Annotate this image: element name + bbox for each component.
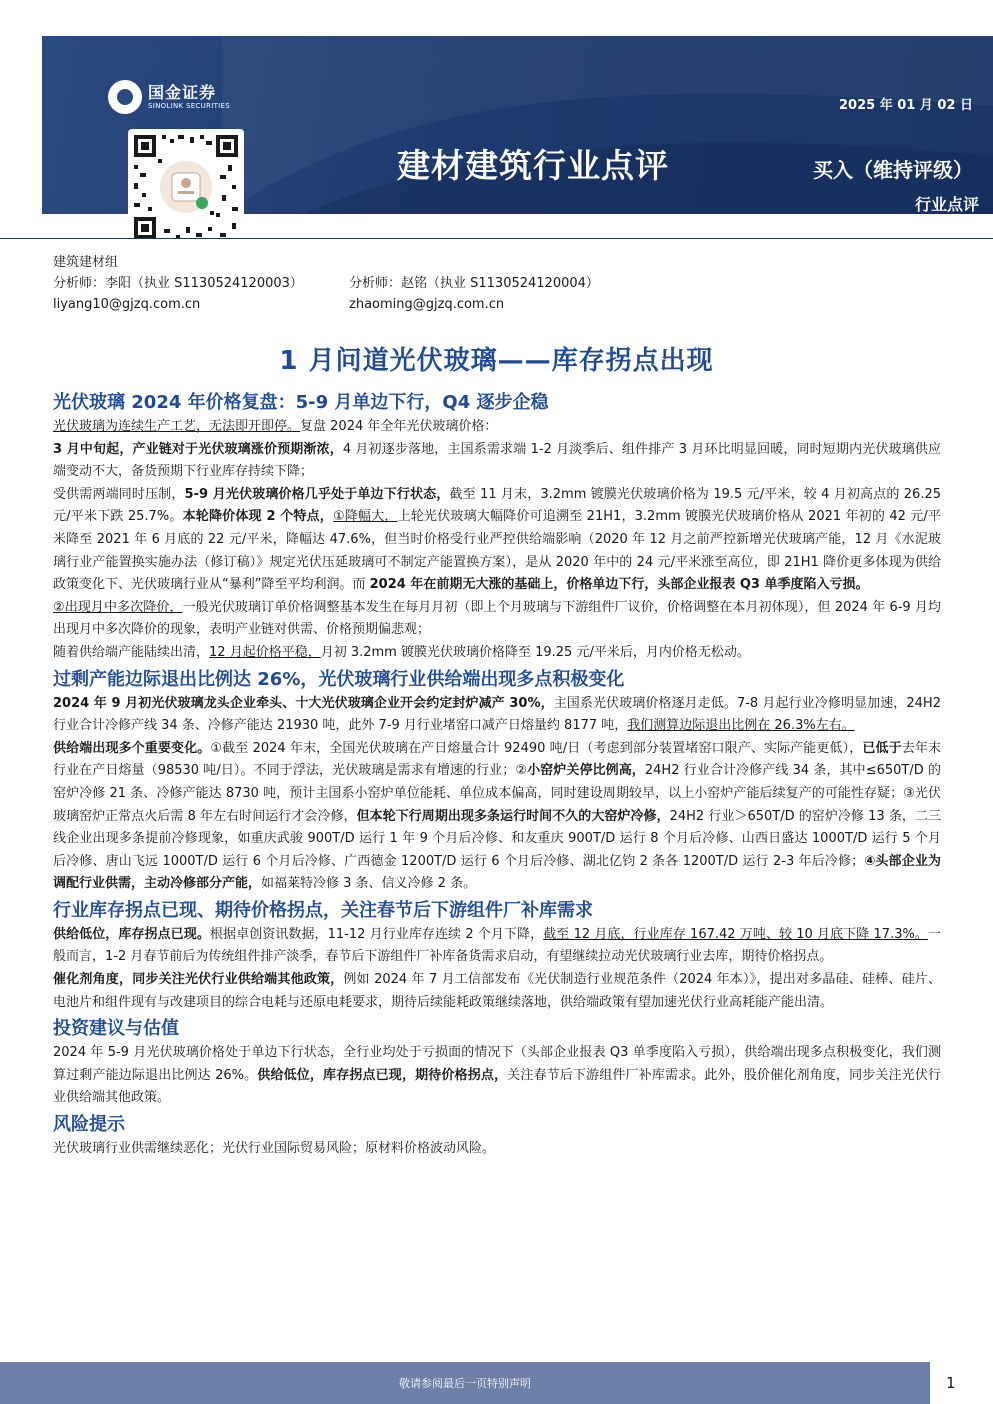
paragraph <box>53 924 941 969</box>
section-heading-investment: 投资建议与估值 <box>53 1018 179 1040</box>
report-header <box>42 36 993 237</box>
text-span: 复盘 2024 年全年光伏玻璃价格： <box>300 419 498 434</box>
text-span: 4 月初逐步落地，主国系需求端 1-2 月淡季后、组件排产 3 月环比明显回暖，同时短期内光伏玻璃供应端变动不大，备货预期下行业库存持续下降； <box>53 441 942 480</box>
paragraph <box>53 738 941 896</box>
logo-icon <box>108 80 142 114</box>
report-subtype: 证券研究报告 <box>913 224 979 237</box>
report-body <box>53 388 941 1161</box>
section-heading-capacity-exit: 过剩产能边际退出比例达 26%，光伏玻璃行业供给端出现多点积极变化 <box>53 668 625 690</box>
bold-span: 催化剂角度，同步关注光伏行业供给端其他政策， <box>53 972 344 988</box>
text-span: 截至 12 月底，行业库存 167.42 万吨、较 10 月底下降 17.3%。 <box>543 926 928 942</box>
text-span: 例如 2024 年 7 月工信部发布《光伏制造行业规范条件（2024 年本）》，提出对多晶硅、硅棒、硅片、电池片和组件现有与改建项目的综合电耗与还原电耗要求，期待后续能耗政策继续落地，供给端政策有望加速光伏行业高耗能产能出清。 <box>53 972 941 1010</box>
text-span: 我们测算边际退出比例在 26.3%左右。 <box>627 718 855 734</box>
report-type: 行业点评 <box>914 195 979 214</box>
section-heading-price-review: 光伏玻璃 2024 年价格复盘：5-9 月单边下行，Q4 逐步企稳 <box>53 392 549 413</box>
text-span: ①降幅大， <box>333 509 398 525</box>
text-span: 截至 11 月末，3.2mm 镀膜光伏玻璃价格为 19.5 元/平米，较 4 月初高点的 26.25 元/平米下跌 25.7%。 <box>53 486 941 525</box>
logo-name-en: SINOLINK SECURITIES <box>148 101 230 110</box>
text-span: 24H2 行业合计冷修产线 34 条，其中≤650T/D 的窑炉冷修 21 条、冷修产能达 8730 吨，预计主国系小窑炉单位能耗、单位成本偏高，同时建设周期较早，以上小窑炉产能后续复产的可能性存疑；③光伏玻璃窑炉正常点火后需 8 年左右时间运行才会冷修， <box>53 763 941 824</box>
header-divider <box>0 238 993 239</box>
paragraph <box>53 484 941 597</box>
qr-code-icon <box>128 129 244 245</box>
text-span: ②出现月中多次降价， <box>53 599 183 615</box>
bold-span: 5-9 月光伏玻璃价格几乎处于单边下行状态， <box>184 486 450 502</box>
bold-span: 3 月中旬起，产业链对于光伏玻璃涨价预期渐浓， <box>53 441 343 457</box>
paragraph <box>53 439 941 484</box>
footer-bar <box>0 1362 930 1404</box>
bold-span: 但本轮下行周期出现多条运行时间不久的大窑炉冷修， <box>356 808 670 824</box>
bold-span: 已低于 <box>862 740 902 756</box>
text-span: 一般光伏玻璃订单价格调整基本发生在每月月初（即上个月玻璃与下游组件厂议价，价格调整在本月初体现），但 2024 年 6-9 月均出现月中多次降价的现象，表明产业链对供需、价格预期偏悲观； <box>53 599 941 638</box>
bold-span: 供给低位，库存拐点已现。 <box>53 926 210 942</box>
text-span: 2024 年 5-9 月光伏玻璃价格处于单边下行状态，全行业均处于亏损面的情况下（头部企业报表 Q3 单季度陷入亏损），供给端出现多点积极变化，我们测算过剩产能边际退出比例达 26%。 <box>53 1045 941 1083</box>
section-heading-risk: 风险提示 <box>53 1114 125 1136</box>
bold-span: 2024 年 9 月初光伏玻璃龙头企业牵头、十大光伏玻璃企业开会约定封炉减产 30%， <box>53 695 554 711</box>
text-span: 一般而言，1-2 月春节前后为传统组件排产淡季，春节后下游组件厂补库备货需求启动，有望继续拉动光伏玻璃行业去库，期待价格拐点。 <box>53 926 941 965</box>
article-title: 1 月问道光伏玻璃——库存拐点出现 <box>279 346 714 376</box>
text-span: 主国系光伏玻璃价格逐月走低。7-8 月起行业冷修明显加速，24H2 行业合计冷修产线 34 条、冷修产能达 21930 吨，此外 7-9 月行业堵窑口减产日熔量约 8177 吨， <box>53 695 941 734</box>
text-span: 如福莱特冷修 3 条、信义冷修 2 条。 <box>261 876 477 892</box>
bold-span: 供给低位，库存拐点已现，期待价格拐点， <box>257 1067 508 1083</box>
paragraph <box>53 597 941 642</box>
bold-span: 本轮降价体现 2 个特点， <box>182 509 333 525</box>
paragraph <box>53 642 941 665</box>
text-span: 12 月起价格平稳， <box>209 644 321 660</box>
text-span: ①截至 2024 年末，全国光伏玻璃在产日熔量合计 92490 吨/日（考虑到部分装置堵窑口限产、实际产能更低）， <box>210 740 863 756</box>
bold-span: 2024 年在前期无大涨的基础上，价格单边下行，头部企业报表 Q3 单季度陷入亏损。 <box>369 577 869 593</box>
bold-span: 供给端出现多个重要变化。 <box>53 740 211 756</box>
page-number: 1 <box>946 1374 956 1392</box>
text-span: 根据卓创资讯数据，11-12 月行业库存连续 2 个月下降， <box>209 926 544 942</box>
text-span: 随着供给端产能陆续出清， <box>53 644 210 660</box>
analyst-group: 建筑建材组 <box>53 255 119 270</box>
bold-span: 小窑炉关停比例高， <box>527 763 645 779</box>
analyst-2-email[interactable]: zhaoming@gjzq.com.cn <box>349 297 505 312</box>
text-span: 去年末行业在产日熔量（98530 吨/日）。不同于浮法，光伏玻璃是需求有增速的行业；② <box>53 740 941 779</box>
analyst-1: 分析师：李阳（执业 S1130524120003） <box>53 276 303 291</box>
paragraph <box>53 416 941 439</box>
footer-disclaimer: 敬请参阅最后一页特别声明 <box>399 1377 531 1390</box>
text-span: 关注春节后下游组件厂补库需求。此外，股价催化剂角度，同步关注光伏行业供给端其他政策。 <box>53 1067 941 1106</box>
text-span: 上轮光伏玻璃大幅降价可追溯至 21H1，3.2mm 镀膜光伏玻璃价格从 2021 年初的 42 元/平米降至 2021 年 6 月底的 22 元/平米，降幅达 47.6%，但当时价格受行业严控供给端影响（2020 年 12 月之前严控新增光伏玻璃产能，12 月《水泥玻璃行业产能置换实施办法（修订稿）》规定光伏压延玻璃可不制定产能置换方案），是从 2020 年中的 24 元/平米涨至高位，即 21H1 降价更多体现为供给政策变化下、光伏玻璃行业从“暴利”降至平均利润。而 <box>53 509 942 593</box>
rating-badge: 买入（维持评级） <box>813 158 973 182</box>
company-logo <box>108 80 230 114</box>
paragraph <box>53 1042 941 1110</box>
logo-name-cn: 国金证券 <box>148 82 217 102</box>
report-date: 2025 年 01 月 02 日 <box>839 98 973 113</box>
text-span: 24H2 行业＞650T/D 的窑炉冷修 13 条，二三线企业出现多条提前冷修现象，如重庆武骏 900T/D 运行 1 年 9 个月后冷修、和友重庆 900T/D 运行 8 个月后冷修、山西日盛达 1000T/D 运行 5 个月后冷修、唐山飞远 1000T/D 运行 6 个月后冷修、广西德金 1200T/D 运行 6 个月后冷修、湖北亿钧 2 条各 1200T/D 运行 2-3 年后冷修； <box>53 808 941 869</box>
analyst-1-email[interactable]: liyang10@gjzq.com.cn <box>53 297 201 312</box>
section-heading-inventory: 行业库存拐点已现、期待价格拐点，关注春节后下游组件厂补库需求 <box>53 899 593 921</box>
text-span: 光伏玻璃为连续生产工艺，无法即开即停。 <box>53 419 301 434</box>
text-span: 受供需两端同时压制， <box>53 486 185 502</box>
analyst-block <box>53 252 953 315</box>
report-title: 建材建筑行业点评 <box>397 146 669 185</box>
analyst-2: 分析师：赵铭（执业 S1130524120004） <box>349 276 599 291</box>
paragraph: 光伏玻璃行业供需继续恶化；光伏行业国际贸易风险；原材料价格波动风险。 <box>53 1141 496 1157</box>
paragraph <box>53 693 941 738</box>
bold-span: ④头部企业为调配行业供需，主动冷修部分产能， <box>53 853 941 892</box>
paragraph <box>53 969 941 1014</box>
text-span: 月初 3.2mm 镀膜光伏玻璃价格降至 19.25 元/平米后，月内价格无松动。 <box>320 644 750 660</box>
